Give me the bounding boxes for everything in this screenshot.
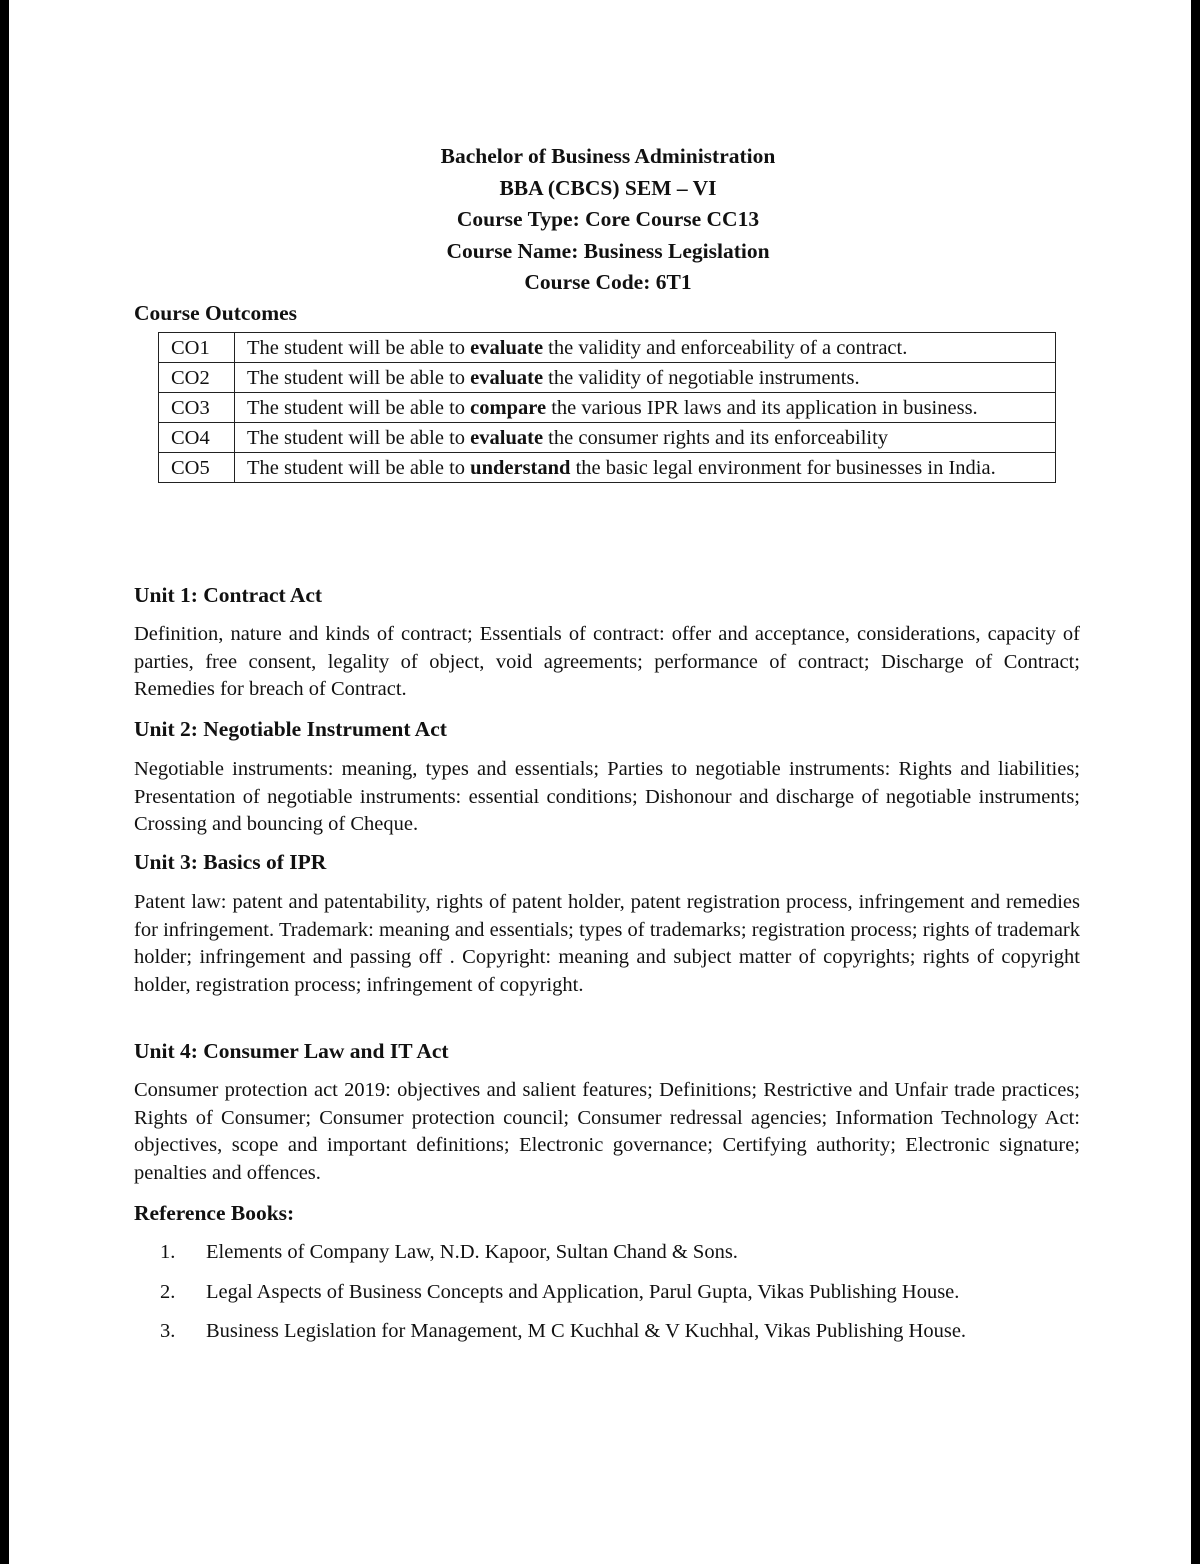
outcome-code: CO2	[159, 363, 235, 393]
outcome-description: The student will be able to understand the basic legal environment for businesses in India.	[235, 453, 1056, 483]
course-outcomes-table	[158, 332, 1056, 483]
unit-4-title: Unit 4: Consumer Law and IT Act	[134, 1039, 449, 1063]
list-item	[160, 1317, 966, 1357]
table-row	[159, 333, 1056, 363]
unit-3-title: Unit 3: Basics of IPR	[134, 850, 327, 874]
outcome-description: The student will be able to evaluate the validity of negotiable instruments.	[235, 363, 1056, 393]
list-item	[160, 1238, 966, 1278]
reference-text: Business Legislation for Management, M C Kuchhal & V Kuchhal, Vikas Publishing House.	[206, 1320, 967, 1342]
course-name: Course Name: Business Legislation	[446, 238, 770, 263]
unit-3-text: Patent law: patent and patentability, rights of patent holder, patent registration process, infringement and remedies for infringement. Trademark: meaning and essentials; types of trademarks; registration process; rights of trademark holder; infringement and passing off . Copyright: meaning and subject matter of copyrights; rights of copyright holder, registration process; infringement of copyright.	[134, 891, 1080, 996]
course-outcomes-heading: Course Outcomes	[134, 301, 298, 325]
unit-2-title: Unit 2: Negotiable Instrument Act	[134, 717, 447, 741]
table-row	[159, 393, 1056, 423]
reference-list	[160, 1238, 966, 1357]
document-header	[300, 141, 916, 299]
reference-text: Legal Aspects of Business Concepts and Application, Parul Gupta, Vikas Publishing House.	[206, 1280, 960, 1303]
list-number: 1.	[160, 1241, 176, 1263]
outcome-code: CO3	[159, 393, 235, 423]
table-row	[159, 363, 1056, 393]
table-row	[159, 453, 1056, 483]
unit-1-text: Definition, nature and kinds of contract; Essentials of contract: offer and acceptance, considerations, capacity of parties, free consent, legality of object, void agreements; performance of contract; Discharge of Contract; Remedies for breach of Contract.	[134, 623, 1080, 700]
outcome-code: CO5	[159, 453, 235, 483]
list-number: 2.	[160, 1280, 176, 1303]
list-number: 3.	[160, 1320, 176, 1342]
program-title: Bachelor of Business Administration	[440, 144, 776, 168]
course-code: Course Code: 6T1	[524, 270, 692, 295]
reference-books-heading: Reference Books:	[134, 1201, 295, 1225]
right-border	[1191, 0, 1200, 1564]
unit-2-text: Negotiable instruments: meaning, types and essentials; Parties to negotiable instruments: Rights and liabilities; Presentation of negotiable instruments: essential conditions; Dishonour and discharge of negotiable instruments; Crossing and bouncing of Cheque.	[134, 758, 1080, 835]
table-row	[159, 423, 1056, 453]
semester-line: BBA (CBCS) SEM – VI	[499, 175, 717, 200]
unit-1-title: Unit 1: Contract Act	[134, 583, 323, 607]
outcome-description: The student will be able to evaluate the consumer rights and its enforceability	[235, 423, 1056, 453]
outcome-code: CO4	[159, 423, 235, 453]
list-item	[160, 1278, 966, 1318]
reference-text: Elements of Company Law, N.D. Kapoor, Sultan Chand & Sons.	[206, 1241, 738, 1263]
outcome-description: The student will be able to compare the various IPR laws and its application in business.	[235, 393, 1056, 423]
unit-4-text: Consumer protection act 2019: objectives and salient features; Definitions; Restrictive and Unfair trade practices; Rights of Consumer; Consumer protection council; Consumer redressal agencies; Information Technology Act: objectives, scope and important definitions; Electronic governance; Certifying authority; Electronic signature; penalties and offences.	[134, 1079, 1080, 1184]
course-type: Course Type: Core Course CC13	[456, 207, 760, 232]
outcome-description: The student will be able to evaluate the validity and enforceability of a contract.	[235, 333, 1056, 363]
left-border	[0, 0, 9, 1564]
outcome-code: CO1	[159, 333, 235, 363]
